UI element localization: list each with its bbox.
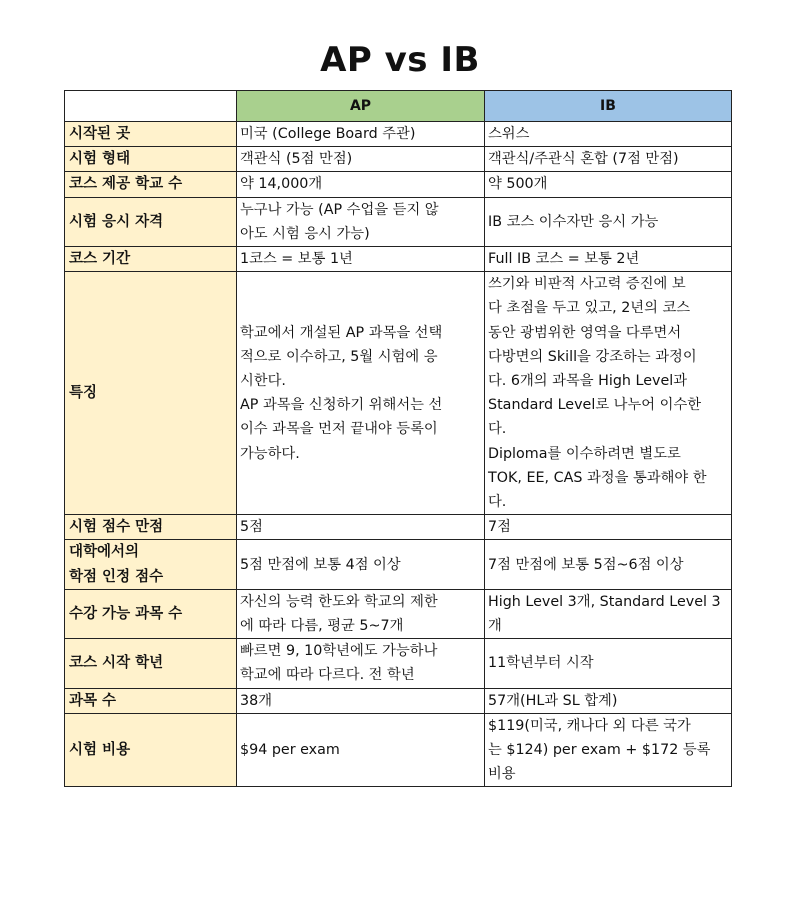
row-label: 과목 수 [65, 688, 237, 713]
row-label: 시험 응시 자격 [65, 197, 237, 246]
page-title: AP vs IB [320, 40, 480, 80]
row-label: 시험 비용 [65, 713, 237, 787]
ap-column-header: AP [237, 91, 485, 122]
ib-cell: IB 코스 이수자만 응시 가능 [485, 197, 732, 246]
table-row [65, 515, 732, 540]
row-label: 시험 형태 [65, 147, 237, 172]
table-row [65, 540, 732, 589]
ap-cell: 약 14,000개 [237, 172, 485, 197]
table-row [65, 172, 732, 197]
row-label: 코스 시작 학년 [65, 639, 237, 688]
ib-cell: 11학년부터 시작 [485, 639, 732, 688]
table-row [65, 247, 732, 272]
ap-cell: 38개 [237, 688, 485, 713]
ib-cell: 57개(HL과 SL 합계) [485, 688, 732, 713]
ap-cell: 객관식 (5점 만점) [237, 147, 485, 172]
row-label: 시험 점수 만점 [65, 515, 237, 540]
ap-cell: 5점 [237, 515, 485, 540]
table-row [65, 147, 732, 172]
table-row [65, 688, 732, 713]
ap-cell: 누구나 가능 (AP 수업을 듣지 않 아도 시험 응시 가능) [237, 197, 485, 246]
ib-cell: High Level 3개, Standard Level 3 개 [485, 589, 732, 638]
ib-cell: 쓰기와 비판적 사고력 증진에 보 다 초점을 두고 있고, 2년의 코스 동안 광범위한 영역을 다루면서 다방면의 Skill을 강조하는 과정이 다. 6개의 과목을 High Level과 Standard Level로 나누어 이수한 다. Diploma를 이수하려면 별도로 TOK, EE, CAS 과정을 통과해야 한 다. [485, 272, 732, 515]
ib-cell: 7점 만점에 보통 5점~6점 이상 [485, 540, 732, 589]
ap-cell: 5점 만점에 보통 4점 이상 [237, 540, 485, 589]
ib-cell: 약 500개 [485, 172, 732, 197]
ib-cell: 스위스 [485, 122, 732, 147]
row-label: 대학에서의 학점 인정 점수 [65, 540, 237, 589]
table-row [65, 197, 732, 246]
comparison-table [64, 90, 732, 787]
row-label: 코스 제공 학교 수 [65, 172, 237, 197]
ib-column-header: IB [485, 91, 732, 122]
table-row [65, 639, 732, 688]
ib-cell: 객관식/주관식 혼합 (7점 만점) [485, 147, 732, 172]
header-row [65, 91, 732, 122]
ap-cell: 자신의 능력 한도와 학교의 제한 에 따라 다름, 평균 5~7개 [237, 589, 485, 638]
ap-cell: 빠르면 9, 10학년에도 가능하나 학교에 따라 다르다. 전 학년 [237, 639, 485, 688]
table-row [65, 272, 732, 515]
row-label: 특징 [65, 272, 237, 515]
row-label: 시작된 곳 [65, 122, 237, 147]
ib-cell: Full IB 코스 = 보통 2년 [485, 247, 732, 272]
ib-cell: 7점 [485, 515, 732, 540]
ap-cell: $94 per exam [237, 713, 485, 787]
ap-cell: 1코스 = 보통 1년 [237, 247, 485, 272]
table-row [65, 713, 732, 787]
row-label: 코스 기간 [65, 247, 237, 272]
ap-cell: 학교에서 개설된 AP 과목을 선택 적으로 이수하고, 5월 시험에 응 시한다. AP 과목을 신청하기 위해서는 선 이수 과목을 먼저 끝내야 등록이 가능하다. [237, 272, 485, 515]
row-label: 수강 가능 과목 수 [65, 589, 237, 638]
ap-cell: 미국 (College Board 주관) [237, 122, 485, 147]
corner-header-cell [65, 91, 237, 122]
table-row [65, 589, 732, 638]
ib-cell: $119(미국, 캐나다 외 다른 국가 는 $124) per exam + $172 등록 비용 [485, 713, 732, 787]
table-row [65, 122, 732, 147]
